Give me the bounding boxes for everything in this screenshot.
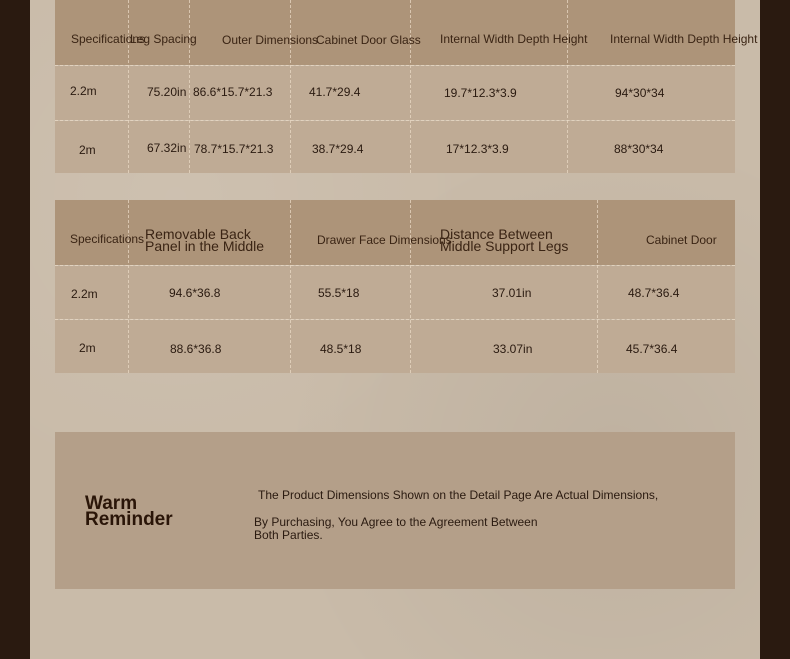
reminder-title: Warm Reminder xyxy=(85,493,173,530)
header-removable-back-panel: Removable Back Panel in the Middle xyxy=(145,226,265,254)
header-specifications: Specifications xyxy=(70,232,145,246)
header-internal-wdh-2: Internal Width Depth Height xyxy=(610,32,758,46)
cell-spec: 2m xyxy=(79,341,96,355)
header-cabinet-door-glass: Cabinet Door Glass xyxy=(316,33,421,47)
header-outer-dimensions: Outer Dimensions xyxy=(222,33,319,47)
header-leg-spacing: Leg Spacing xyxy=(130,32,197,46)
cell-spec: 2.2m xyxy=(70,84,97,98)
header-specifications: Specifications xyxy=(71,32,146,46)
spec-table-2 xyxy=(55,200,735,373)
header-drawer-face-dimensions: Drawer Face Dimensions xyxy=(317,233,452,247)
cell-spec: 2m xyxy=(79,143,96,157)
cell-outer-dimensions: 78.7*15.7*21.3 xyxy=(194,142,274,156)
cell-back-panel: 94.6*36.8 xyxy=(169,286,221,300)
reminder-line-1: The Product Dimensions Shown on the Detail Page Are Actual Dimensions, xyxy=(258,488,659,502)
cell-cabinet-door: 45.7*36.4 xyxy=(626,342,678,356)
spec-table-1 xyxy=(55,0,758,173)
cell-back-panel: 88.6*36.8 xyxy=(170,342,222,356)
header-distance-between-legs: Distance Between Middle Support Legs xyxy=(440,226,569,254)
header-internal-wdh-1: Internal Width Depth Height xyxy=(440,32,588,46)
header-cabinet-door: Cabinet Door xyxy=(646,233,717,247)
cell-internal-1: 19.7*12.3*3.9 xyxy=(444,86,517,100)
cell-door-glass: 41.7*29.4 xyxy=(309,85,361,99)
cell-outer-dimensions: 86.6*15.7*21.3 xyxy=(193,85,273,99)
cell-cabinet-door: 48.7*36.4 xyxy=(628,286,680,300)
cell-internal-2: 88*30*34 xyxy=(614,142,664,156)
warm-reminder-box xyxy=(55,432,735,589)
cell-door-glass: 38.7*29.4 xyxy=(312,142,364,156)
cell-drawer-face: 48.5*18 xyxy=(320,342,362,356)
reminder-line-2: By Purchasing, You Agree to the Agreement Between Both Parties. xyxy=(254,515,538,542)
cell-leg-spacing: 75.20in xyxy=(147,85,187,99)
cell-internal-1: 17*12.3*3.9 xyxy=(446,142,509,156)
cell-drawer-face: 55.5*18 xyxy=(318,286,360,300)
cell-leg-distance: 33.07in xyxy=(493,342,533,356)
cell-spec: 2.2m xyxy=(71,287,98,301)
cell-internal-2: 94*30*34 xyxy=(615,86,665,100)
cell-leg-distance: 37.01in xyxy=(492,286,532,300)
cell-leg-spacing: 67.32in xyxy=(147,141,187,155)
